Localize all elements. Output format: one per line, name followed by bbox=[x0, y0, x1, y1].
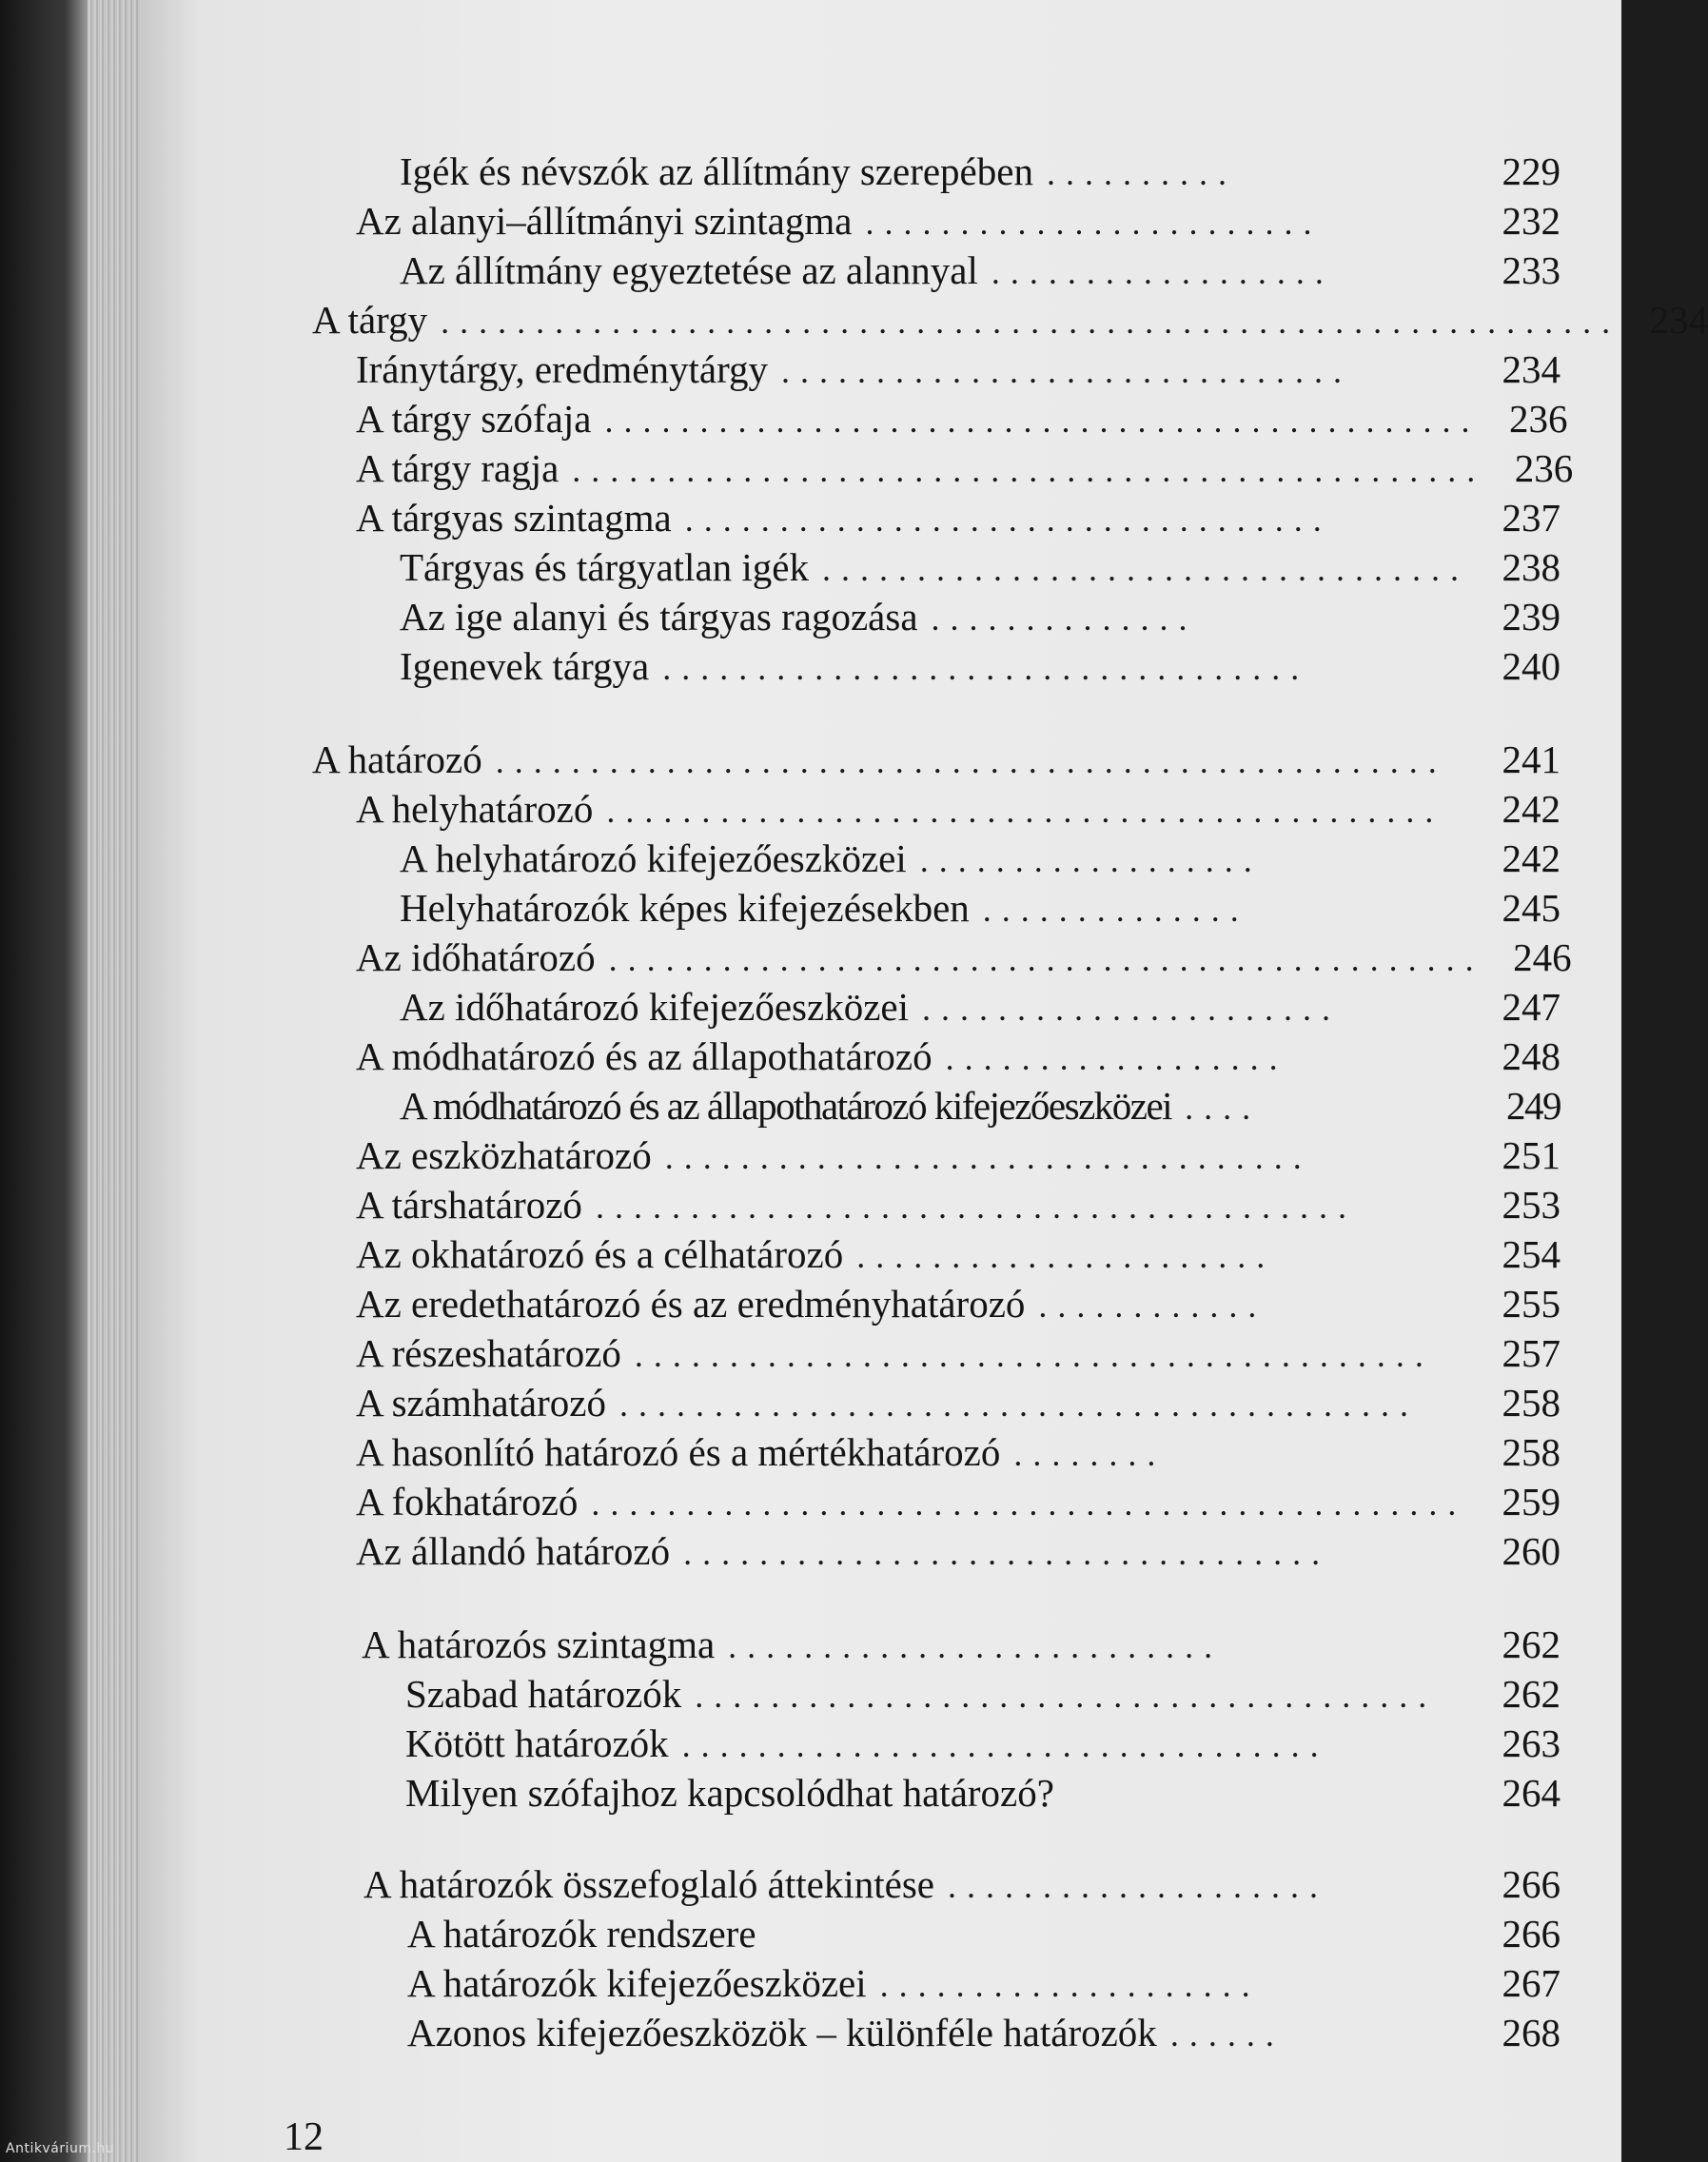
toc-entry-page: 258 bbox=[1502, 1430, 1561, 1474]
leader-dots: .......................... bbox=[728, 1627, 1224, 1665]
toc-entry-page: 258 bbox=[1502, 1381, 1561, 1425]
page-number: 12 bbox=[284, 2115, 324, 2159]
toc-entry-title: A határozók rendszere bbox=[407, 1912, 756, 1956]
toc-entry-page: 249 bbox=[1506, 1084, 1561, 1128]
toc-entry bbox=[0, 984, 1561, 1030]
toc-entry-title: Helyhatározók képes kifejezésekben bbox=[400, 886, 970, 930]
toc-entry-title: Az időhatározó bbox=[356, 935, 596, 979]
leader-dots: .................................. bbox=[821, 550, 1469, 588]
toc-entry-page: 237 bbox=[1502, 496, 1561, 540]
toc-entry-title: Az alanyi–állítmányi szintagma bbox=[356, 199, 853, 243]
toc-entry-title: A módhatározó és az állapothatározó bbox=[356, 1034, 933, 1078]
leader-dots: .................. bbox=[991, 253, 1334, 291]
toc-entry bbox=[0, 445, 1574, 491]
toc-entry bbox=[0, 885, 1561, 931]
leader-dots: .......................................... bbox=[618, 1386, 1419, 1424]
toc-entry bbox=[0, 1330, 1561, 1376]
leader-dots: ........ bbox=[1013, 1435, 1167, 1473]
toc-entry bbox=[0, 594, 1561, 639]
toc-entry-page: 229 bbox=[1502, 149, 1561, 193]
toc-entry bbox=[0, 643, 1561, 689]
leader-dots: ........................ bbox=[865, 204, 1323, 242]
toc-entry-page: 266 bbox=[1502, 1912, 1561, 1956]
toc-entry-page: 263 bbox=[1502, 1721, 1561, 1765]
toc-entry-page: 253 bbox=[1502, 1183, 1561, 1227]
toc-entry bbox=[0, 1720, 1561, 1766]
toc-entry-page: 242 bbox=[1502, 787, 1561, 831]
leader-dots: .................... bbox=[948, 1867, 1328, 1905]
toc-entry-title: A módhatározó és az állapothatározó kifejezőeszközei bbox=[400, 1084, 1172, 1128]
toc-entry-title: Igenevek tárgya bbox=[400, 644, 650, 688]
toc-entry-page: 264 bbox=[1502, 1771, 1561, 1815]
toc-entry-page: 236 bbox=[1508, 397, 1568, 441]
toc-entry bbox=[0, 1083, 1561, 1129]
toc-entry bbox=[0, 1861, 1561, 1907]
toc-entry-title: A számhatározó bbox=[356, 1381, 606, 1425]
toc-entry-page: 234 bbox=[1502, 347, 1561, 391]
toc-entry-title: Az ige alanyi és tárgyas ragozása bbox=[400, 595, 918, 639]
toc-entry-page: 251 bbox=[1502, 1133, 1561, 1177]
leader-dots: .......................................... bbox=[634, 1336, 1434, 1374]
toc-entry-title: Az állandó határozó bbox=[356, 1529, 671, 1573]
toc-entry-page: 267 bbox=[1502, 1961, 1561, 2005]
toc-entry bbox=[0, 1770, 1561, 1816]
toc-entry bbox=[0, 297, 1708, 343]
toc-entry-title: Igék és névszók az állítmány szerepében bbox=[400, 149, 1033, 193]
toc-entry-page: 248 bbox=[1502, 1034, 1561, 1078]
leader-dots: .............................................. bbox=[591, 1484, 1467, 1523]
toc-entry bbox=[0, 1182, 1561, 1228]
toc-entry-page: 234 bbox=[1649, 298, 1708, 342]
toc-entry-page: 268 bbox=[1502, 2011, 1561, 2054]
toc-entry-title: A tárgy bbox=[312, 298, 428, 342]
toc-entry-title: Az eszközhatározó bbox=[356, 1133, 652, 1177]
leader-dots: .................. bbox=[945, 1039, 1288, 1077]
toc-entry bbox=[0, 396, 1568, 442]
toc-entry-page: 233 bbox=[1502, 248, 1561, 292]
leader-dots: ...... bbox=[1169, 2015, 1285, 2054]
toc-entry-title: Tárgyas és tárgyatlan igék bbox=[400, 545, 809, 589]
toc-entry-page: 232 bbox=[1502, 199, 1561, 243]
toc-entry-page: 262 bbox=[1502, 1672, 1561, 1716]
toc-entry-page: 241 bbox=[1502, 737, 1561, 781]
toc-entry bbox=[0, 1231, 1561, 1277]
toc-entry-title: Az okhatározó és a célhatározó bbox=[356, 1232, 844, 1276]
toc-entry-page: 239 bbox=[1502, 595, 1561, 639]
toc-entry bbox=[0, 835, 1561, 881]
toc-entry-title: A hasonlító határozó és a mértékhatározó bbox=[356, 1430, 1001, 1474]
toc-entry-title: A helyhatározó kifejezőeszközei bbox=[400, 836, 907, 880]
toc-entry-title: A helyhatározó bbox=[356, 787, 594, 831]
toc-entry-page: 259 bbox=[1502, 1480, 1561, 1523]
toc-entry bbox=[0, 1911, 1561, 1956]
toc-entry-title: A tárgyas szintagma bbox=[356, 496, 672, 540]
toc-entry bbox=[0, 1479, 1561, 1524]
toc-entry-title: A társhatározó bbox=[356, 1183, 582, 1227]
toc-entry bbox=[0, 1429, 1561, 1475]
toc-entry-page: 255 bbox=[1502, 1282, 1561, 1326]
leader-dots: .................................. bbox=[683, 1534, 1331, 1572]
toc-entry bbox=[0, 934, 1572, 980]
toc-entry-title: Az eredethatározó és az eredményhatározó bbox=[356, 1282, 1026, 1326]
toc-entry-title: A határozók összefoglaló áttekintése bbox=[363, 1862, 934, 1906]
toc-entry bbox=[0, 198, 1561, 244]
toc-entry-page: 246 bbox=[1513, 935, 1572, 979]
watermark-text: Antikvárium.hu bbox=[6, 2141, 115, 2156]
leader-dots: .................................. bbox=[684, 501, 1332, 539]
toc-entry-page: 245 bbox=[1502, 886, 1561, 930]
leader-dots: ........................................ bbox=[595, 1188, 1357, 1226]
leader-dots: .................................. bbox=[664, 1138, 1312, 1176]
toc-entry bbox=[0, 737, 1561, 782]
leader-dots: .................................. bbox=[662, 649, 1310, 687]
toc-entry-page: 266 bbox=[1502, 1862, 1561, 1906]
toc-entry-page: 238 bbox=[1502, 545, 1561, 589]
leader-dots: .............................................. bbox=[604, 402, 1481, 440]
leader-dots: .............................................................. bbox=[441, 303, 1621, 341]
toc-entry bbox=[0, 786, 1561, 832]
toc-entry-title: Iránytárgy, eredménytárgy bbox=[356, 347, 768, 391]
toc-entry-page: 242 bbox=[1502, 836, 1561, 880]
leader-dots: .................................................. bbox=[495, 742, 1447, 780]
leader-dots: ............ bbox=[1038, 1287, 1267, 1325]
leader-dots: .......... bbox=[1046, 154, 1237, 192]
toc-entry-title: A tárgy szófaja bbox=[356, 397, 592, 441]
leader-dots: ............................................ bbox=[606, 792, 1444, 830]
toc-entry bbox=[0, 1380, 1561, 1425]
toc-entry-title: A határozós szintagma bbox=[362, 1622, 716, 1666]
toc-entry bbox=[0, 1960, 1561, 2006]
toc-entry-title: Szabad határozók bbox=[405, 1672, 682, 1716]
leader-dots: .... bbox=[1185, 1089, 1262, 1127]
toc-entry bbox=[0, 247, 1561, 293]
toc-entry bbox=[0, 1528, 1561, 1574]
toc-entry bbox=[0, 1033, 1561, 1079]
toc-entry bbox=[0, 2010, 1561, 2055]
leader-dots: .................................. bbox=[681, 1726, 1329, 1764]
toc-entry-page: 247 bbox=[1502, 985, 1561, 1029]
toc-entry-page: 236 bbox=[1514, 446, 1574, 490]
toc-entry bbox=[0, 495, 1561, 540]
toc-entry-title: Milyen szófajhoz kapcsolódhat határozó? bbox=[405, 1771, 1054, 1815]
toc-entry bbox=[0, 346, 1561, 392]
leader-dots: ....................................... bbox=[695, 1677, 1438, 1715]
toc-entry-title: A tárgy ragja bbox=[356, 446, 560, 490]
leader-dots: .............................................. bbox=[608, 940, 1484, 978]
toc-entry bbox=[0, 1132, 1561, 1178]
toc-entry bbox=[0, 1281, 1561, 1327]
toc-entry bbox=[0, 544, 1561, 590]
leader-dots: .................... bbox=[879, 1966, 1261, 2004]
toc-entry-title: Az időhatározó kifejezőeszközei bbox=[400, 985, 910, 1029]
leader-dots: ...................... bbox=[856, 1237, 1276, 1275]
toc-entry-page: 240 bbox=[1502, 644, 1561, 688]
toc-entry-page: 262 bbox=[1502, 1622, 1561, 1666]
toc-entry-title: Azonos kifejezőeszközök – különféle határozók bbox=[407, 2011, 1157, 2054]
leader-dots: .............. bbox=[931, 599, 1198, 638]
toc-entry-page: 260 bbox=[1502, 1529, 1561, 1573]
leader-dots: ................................................ bbox=[572, 451, 1486, 489]
toc-entry-title: A fokhatározó bbox=[356, 1480, 579, 1523]
toc-entry-page: 257 bbox=[1502, 1331, 1561, 1375]
toc-entry bbox=[0, 1622, 1561, 1667]
toc-entry-title: A részeshatározó bbox=[356, 1331, 621, 1375]
toc-entry bbox=[0, 1671, 1561, 1717]
toc-entry-title: Az állítmány egyeztetése az alannyal bbox=[400, 248, 978, 292]
toc-entry-title: A határozók kifejezőeszközei bbox=[407, 1961, 867, 2005]
leader-dots: .............................. bbox=[780, 352, 1352, 390]
toc-entry bbox=[0, 148, 1561, 194]
leader-dots: .............. bbox=[982, 891, 1249, 929]
toc-entry-page: 254 bbox=[1502, 1232, 1561, 1276]
toc-entry-title: A határozó bbox=[312, 737, 482, 781]
toc-entry-title: Kötött határozók bbox=[405, 1721, 669, 1765]
leader-dots: .................. bbox=[919, 841, 1263, 879]
leader-dots: ...................... bbox=[922, 990, 1342, 1028]
